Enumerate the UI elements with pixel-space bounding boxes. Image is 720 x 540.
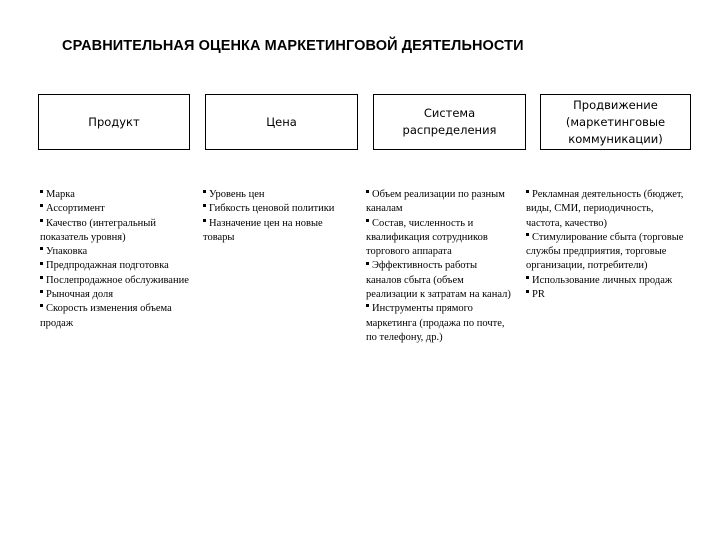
bullet-icon: [40, 190, 43, 193]
list-item: Скорость изменения объема продаж: [40, 303, 172, 329]
list-product: [40, 188, 190, 331]
bullet-icon: [366, 190, 369, 193]
list-item: Качество (интегральный показатель уровня): [40, 217, 156, 243]
header-box-product: [38, 94, 190, 150]
bullet-icon: [40, 247, 43, 250]
header-box-distribution: [373, 94, 526, 150]
bullet-icon: [526, 233, 529, 236]
list-item: Гибкость ценовой политики: [203, 202, 348, 216]
bullet-icon: [40, 262, 43, 265]
list-item: Предпродажная подготовка: [40, 259, 190, 273]
list-item: Рекламная деятельность (бюджет, виды, СМИ, периодичность, частота, качество): [526, 189, 684, 229]
list-item: Эффективность работы каналов сбыта (объем реализации к затратам на канал): [366, 260, 511, 301]
page-title: СРАВНИТЕЛЬНАЯ ОЦЕНКА МАРКЕТИНГОВОЙ ДЕЯТЕЛЬНОСТИ: [62, 38, 524, 54]
bullet-icon: [40, 204, 43, 207]
list-promotion: [526, 188, 686, 302]
list-item: PR: [526, 288, 686, 302]
bullet-icon: [526, 190, 529, 193]
list-distribution: [366, 188, 514, 345]
list-item: Упаковка: [40, 245, 190, 259]
list-item: Использование личных продаж: [526, 274, 686, 288]
bullet-icon: [40, 219, 43, 222]
list-price: [203, 188, 348, 245]
bullet-icon: [203, 204, 206, 207]
bullet-icon: [366, 304, 369, 307]
list-item: Объем реализации по разным каналам: [366, 189, 505, 215]
header-label-product: Продукт: [88, 114, 140, 129]
header-label-distribution: Система распределения: [402, 106, 497, 137]
bullet-icon: [40, 290, 43, 293]
bullet-icon: [40, 276, 43, 279]
bullet-icon: [366, 262, 369, 265]
bullet-icon: [203, 219, 206, 222]
header-label-promotion: Продвижение (маркетинговые коммуникации): [565, 97, 666, 146]
list-item: Уровень цен: [203, 188, 348, 202]
header-box-promotion: [540, 94, 691, 150]
bullet-icon: [366, 219, 369, 222]
list-item: Рыночная доля: [40, 288, 190, 302]
list-item: Послепродажное обслуживание: [40, 274, 190, 288]
list-item: Стимулирование сбыта (торговые службы предприятия, торговые организации, потребители): [526, 231, 684, 272]
bullet-icon: [526, 290, 529, 293]
bullet-icon: [40, 304, 43, 307]
list-item: Назначение цен на новые товары: [203, 217, 323, 243]
bullet-icon: [526, 276, 529, 279]
list-item: Ассортимент: [40, 202, 190, 216]
bullet-icon: [203, 190, 206, 193]
list-item: Марка: [40, 188, 190, 202]
header-box-price: [205, 94, 358, 150]
list-item: Инструменты прямого маркетинга (продажа по почте, по телефону, др.): [366, 303, 505, 343]
header-label-price: Цена: [266, 114, 297, 129]
list-item: Состав, численность и квалификация сотрудников торгового аппарата: [366, 217, 488, 258]
